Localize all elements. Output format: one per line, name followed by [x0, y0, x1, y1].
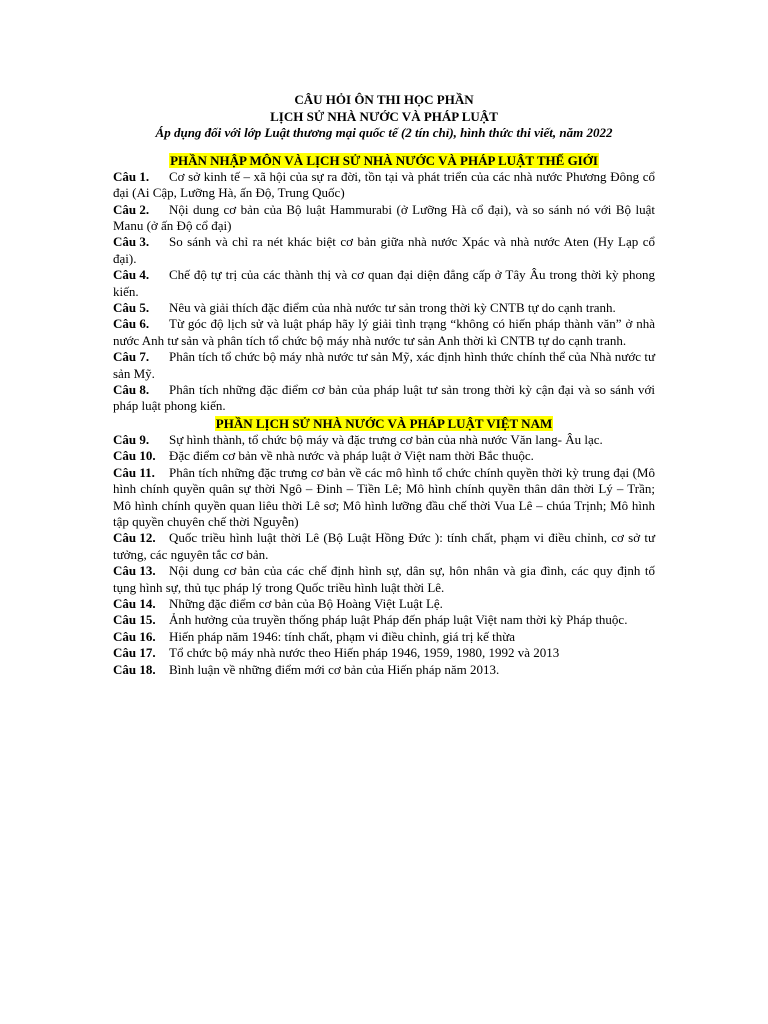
question-label: Câu 8. [113, 382, 150, 398]
question-item [113, 645, 655, 661]
question-item [113, 234, 655, 267]
question-item [113, 596, 655, 612]
question-text: Chế độ tự trị của các thành thị và cơ quan đại diện đẳng cấp ở Tây Âu trong thời kỳ phong kiến. [113, 267, 655, 299]
question-item [113, 349, 655, 382]
question-label: Câu 9. [113, 431, 150, 447]
question-item [113, 169, 655, 202]
question-label: Câu 18. [113, 661, 156, 677]
question-text: Những đặc điểm cơ bản của Bộ Hoàng Việt Luật Lệ. [169, 595, 443, 611]
question-item [113, 530, 655, 563]
question-text: Sự hình thành, tổ chức bộ máy và đặc trưng cơ bản của nhà nước Văn lang- Âu lạc. [169, 431, 603, 447]
question-text: Ảnh hưởng của truyền thống pháp luật Pháp đến pháp luật Việt nam thời kỳ Pháp thuộc. [169, 612, 628, 628]
section-heading [113, 152, 655, 169]
question-item [113, 300, 655, 316]
question-label: Câu 13. [113, 563, 156, 579]
question-item [113, 465, 655, 531]
question-label: Câu 10. [113, 448, 156, 464]
document-subtitle: Áp dụng đối với lớp Luật thương mại quốc tế (2 tín chỉ), hình thức thi viết, năm 2022 [155, 125, 613, 141]
question-item [113, 382, 655, 415]
question-item [113, 202, 655, 235]
document-title-line1: CÂU HỎI ÔN THI HỌC PHẦN [294, 92, 474, 107]
question-text: Phân tích những đặc điểm cơ bản của pháp luật tư sản trong thời kỳ cận đại và so sánh với pháp luật phong kiến. [113, 382, 655, 414]
sections-container [113, 152, 655, 678]
question-text: Tổ chức bộ máy nhà nước theo Hiến pháp 1946, 1959, 1980, 1992 và 2013 [169, 645, 560, 661]
question-text: Cơ sở kinh tế – xã hội của sự ra đời, tồn tại và phát triển của các nhà nước Phương Đông cổ đại (Ai Cập, Lưỡng Hà, ấn Độ, Trung Quốc) [113, 168, 655, 201]
question-item [113, 432, 655, 448]
question-item [113, 662, 655, 678]
question-label: Câu 12. [113, 530, 156, 546]
question-label: Câu 2. [113, 201, 150, 217]
question-text: Quốc triều hình luật thời Lê (Bộ Luật Hồng Đức ): tính chất, phạm vi điều chỉnh, cơ sở tư tưởng, các nguyên tắc cơ bản. [113, 530, 655, 562]
question-text: Từ góc độ lịch sử và luật pháp hãy lý giải tình trạng “không có hiến pháp thành văn” ở nhà nước Anh tư sản và phân tích tổ chức bộ máy nhà nước tư sản Anh thời kì CNTB tự do cạnh tranh. [113, 316, 655, 348]
question-label: Câu 7. [113, 349, 150, 365]
question-text: Nội dung cơ bản của Bộ luật Hammurabi (ở Lưỡng Hà cổ đại), và so sánh nó với Bộ luật Manu (ở ấn Độ cổ đại) [113, 201, 655, 233]
question-text: Phân tích tổ chức bộ máy nhà nước tư sản Mỹ, xác định hình thức chính thể của Nhà nước tư sản Mỹ. [113, 349, 655, 381]
section-heading-text: PHẦN NHẬP MÔN VÀ LỊCH SỬ NHÀ NƯỚC VÀ PHÁP LUẬT THẾ GIỚI [170, 152, 598, 168]
question-text: Nội dung cơ bản của các chế định hình sự, dân sự, hôn nhân và gia đình, các quy định tố tụng hình sự, thủ tục pháp lý trong Quốc triều hình luật thời Lê. [113, 563, 655, 595]
question-label: Câu 1. [113, 168, 150, 184]
question-label: Câu 5. [113, 300, 150, 316]
question-text: Hiến pháp năm 1946: tính chất, phạm vi điều chỉnh, giá trị kế thừa [169, 628, 516, 644]
question-label: Câu 6. [113, 316, 150, 332]
document-title-line2: LỊCH SỬ NHÀ NƯỚC VÀ PHÁP LUẬT [270, 108, 498, 124]
section-heading [113, 415, 655, 432]
question-item [113, 629, 655, 645]
question-item [113, 563, 655, 596]
question-label: Câu 3. [113, 234, 150, 250]
question-item [113, 316, 655, 349]
question-text: So sánh và chỉ ra nét khác biệt cơ bản giữa nhà nước Xpác và nhà nước Aten (Hy Lạp cổ đại). [113, 234, 655, 266]
question-label: Câu 15. [113, 612, 156, 628]
question-label: Câu 16. [113, 628, 156, 644]
question-label: Câu 4. [113, 267, 150, 283]
section-heading-text: PHẦN LỊCH SỬ NHÀ NƯỚC VÀ PHÁP LUẬT VIỆT NAM [215, 415, 553, 431]
question-item [113, 448, 655, 464]
question-item [113, 267, 655, 300]
question-item [113, 612, 655, 628]
question-text: Phân tích những đặc trưng cơ bản về các mô hình tổ chức chính quyền thời kỳ trung đại (Mô hình chính quyền quân sự thời Ngô – Đinh – Tiền Lê; Mô hình chính quyền thân dân thời Lý – Trần; Mô hình chính quyền quan liêu thời Lê sơ; Mô hình lưỡng đầu chế thời Vua Lê – chúa Trịnh; Mô hình tập quyền chuyên chế thời Nguyễn) [113, 464, 655, 529]
question-label: Câu 11. [113, 464, 155, 480]
question-text: Đặc điểm cơ bản về nhà nước và pháp luật ở Việt nam thời Bắc thuộc. [169, 448, 534, 464]
question-text: Bình luận về những điểm mới cơ bản của Hiến pháp năm 2013. [169, 661, 500, 677]
question-label: Câu 17. [113, 645, 156, 661]
question-label: Câu 14. [113, 595, 156, 611]
question-text: Nêu và giải thích đặc điểm của nhà nước tư sản trong thời kỳ CNTB tự do cạnh tranh. [169, 300, 616, 316]
